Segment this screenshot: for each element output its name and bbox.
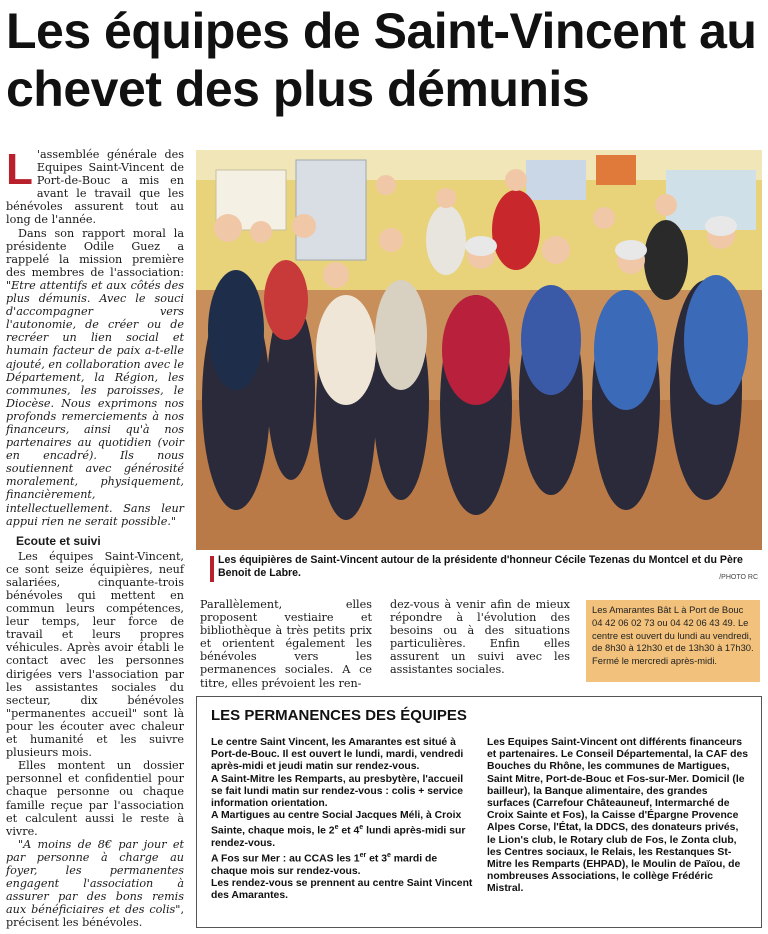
- infobox-line-2: 04 42 06 02 73 ou 04 42 06 43 49. Le: [592, 616, 749, 628]
- perm-fos: [211, 850, 473, 878]
- infobox-line-5: Fermé le mercredi après-midi.: [592, 655, 718, 667]
- permanences-box: [196, 696, 762, 928]
- perm-rendez-vous: Les rendez-vous se prennent au centre Saint Vincent des Amarantes.: [211, 878, 473, 902]
- moral-report-paragraph: [6, 227, 184, 528]
- moral-report-quote: "Etre attentifs et aux côtés des plus démunis. Avec le souci d'accompagner vers l'autonomie, de créer ou de recréer un lien social et humain facteur de paix a-t-elle ajouté, en collaboration avec le Département, la Région, les communes, les paroisses, le Diocèse. Nous exprimons nos profonds remerciements à nos financeurs, ainsi qu'à nos partenaires au quotidien (voir en encadré). Ils nous soutiennent avec générosité moralement, physiquement, financièrement, intellectuellement. Sans leur appui rien ne serait possible.": [6, 278, 184, 528]
- perm-martigues-b: et 4: [338, 825, 360, 837]
- group-photo-illustration: [196, 150, 762, 550]
- permanences-right-column: [487, 737, 749, 896]
- section-subhead: Ecoute et suivi: [16, 533, 101, 548]
- caption-accent-bar: [210, 556, 214, 582]
- perm-fos-b: et 3: [366, 853, 388, 865]
- perm-martigues-c: lundi après-midi sur rendez-vous.: [211, 825, 466, 850]
- perm-fos-sup2: e: [387, 852, 391, 860]
- permanences-left-column: [211, 737, 473, 903]
- contact-infobox: [586, 600, 760, 682]
- complement-paragraph: Parallèlement, elles proposent vestiaire et bibliothèque à très petits prix et orientent également les bénévoles vers les permanences sociales. A ce titre, elles prévoient les ren-: [200, 598, 372, 690]
- engagement-quote: "A moins de 8€ par jour et par personne à charge au foyer, les permanentes engagent l'association à assurer par des bons remis aux bénéficiaires et des colis": [6, 837, 184, 917]
- group-photo: [196, 150, 762, 550]
- article-middle-column-1: [200, 598, 372, 690]
- article-middle-column-2: [390, 598, 570, 677]
- moral-report-text: Dans son rapport moral la présidente Odile Guez a rappelé la mission première des membres de l'association:: [6, 226, 184, 279]
- article-headline: Les équipes de Saint-Vincent au chevet des plus démunis: [6, 3, 757, 117]
- infobox-line-1: Les Amarantes Bât L à Port de Bouc: [592, 604, 744, 615]
- article-left-column: [6, 145, 184, 930]
- perm-saint-mitre: A Saint-Mitre les Remparts, au presbytère, l'accueil se fait lundi matin sur rendez-vous : colis + service information orientation.: [211, 773, 464, 810]
- permanences-title: LES PERMANENCES DES ÉQUIPES: [211, 707, 467, 724]
- perm-martigues-a: A Martigues au centre Social Jacques Méli, à Croix Sainte, chaque mois, le 2: [211, 810, 462, 837]
- perm-martigues-sup2: e: [359, 824, 364, 832]
- infobox-line-4: de 8h30 à 12h30 et de 13h30 à 17h30.: [592, 642, 754, 654]
- perm-martigues: [211, 810, 473, 850]
- quote-paragraph: [6, 838, 184, 930]
- dossier-paragraph: Elles montent un dossier personnel et confidentiel pour chaque personne ou chaque famille reçue par l'association et calculent aussi le reste à vivre.: [6, 759, 184, 838]
- quote-attribution: , précisent les bénévoles.: [6, 903, 184, 930]
- infobox-line-3: centre est ouvert du lundi au vendredi,: [592, 629, 752, 641]
- drop-cap: L: [6, 145, 33, 194]
- perm-fos-c: mardi de chaque mois sur rendez-vous.: [211, 853, 438, 877]
- perm-partners: Les Equipes Saint-Vincent ont différents financeurs et partenaires. Le Conseil Départemental, la CAF des Bouches du Rhône, les communes de Martigues, Saint Mitre, Port-de-Bouc et Fos-sur-Mer. Domicil (le bailleur), la Banque alimentaire, des grandes surfaces (Carrefour Châteauneuf, Intermarché de Croix Sainte et Fos), la Caisse d'Épargne Provence Alpes Corse, l'État, la DDCS, des donateurs privés, le Lion's club, le Rotary club de Fos, le Zonta club, les Centres sociaux, le Relais, les Restanques St-Mitre les Remparts (EHPAD), le Moulin de Païou, de nombreuses Associations, le collège Frédéric Mistral.: [487, 737, 749, 895]
- perm-fos-sup1: er: [359, 852, 367, 860]
- perm-martigues-sup1: e: [334, 824, 339, 832]
- perm-port-de-bouc: Le centre Saint Vincent, les Amarantes est situé à Port-de-Bouc. Il est ouvert le lundi, mardi, vendredi après-midi et jeudi matin sur rendez-vous.: [211, 737, 464, 773]
- intro-text: 'assemblée générale des Equipes Saint-Vincent de Port-de-Bouc a mis en avant le travail que les bénévoles assurent tout au long de l'année.: [6, 148, 184, 227]
- intro-paragraph: [6, 145, 184, 227]
- volunteers-paragraph: Les équipes Saint-Vincent, ce sont seize équipières, neuf salariées, cinquante-trois bénévoles qui mettent en commun leurs compétences, leur temps, leur force de travail et leurs propres véhicules. Après avoir établi le contact avec les personnes dirigées vers l'association par les assistantes sociales du secteur, dix bénévoles "permanentes accueil" sont là pour les écouter avec chaleur et humanité et les suivre plusieurs mois.: [6, 549, 184, 760]
- followup-paragraph: dez-vous à venir afin de mieux répondre à l'évolution des besoins ou à des situations particulières. Enfin elles assurent un suivi avec les assistantes sociales.: [390, 598, 570, 677]
- photo-caption: Les équipières de Saint-Vincent autour de la présidente d'honneur Cécile Tezenas du Montcel et du Père Benoit de Labre.: [218, 554, 743, 579]
- photo-credit: /PHOTO RC: [719, 574, 758, 581]
- perm-fos-a: A Fos sur Mer : au CCAS les 1: [211, 853, 360, 865]
